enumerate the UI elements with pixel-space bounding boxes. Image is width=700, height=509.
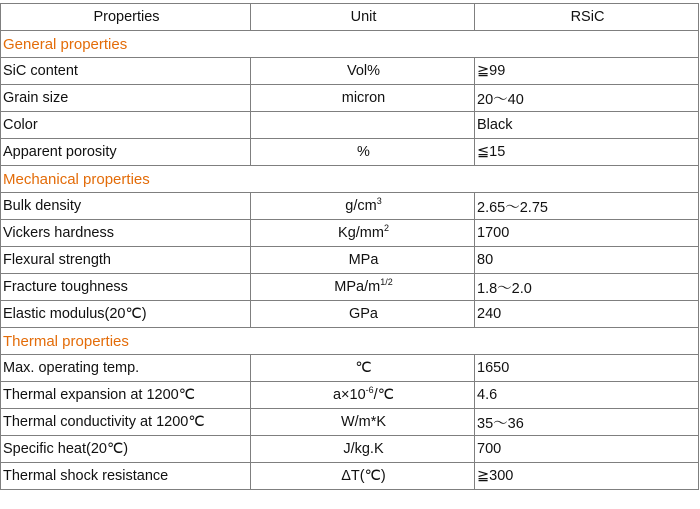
section-title: General properties	[1, 31, 699, 58]
property-value: 1.8～2.0	[475, 274, 699, 301]
property-value: 1700	[475, 220, 699, 247]
property-name: Grain size	[1, 85, 251, 112]
section-title: Mechanical properties	[1, 166, 699, 193]
unit-exponent: 1/2	[380, 277, 393, 287]
unit-base: MPa/m	[334, 279, 381, 295]
property-name: Thermal conductivity at 1200℃	[1, 409, 251, 436]
header-rsic: RSiC	[475, 4, 699, 31]
table-row	[1, 85, 699, 112]
property-value: 4.6	[475, 382, 699, 409]
property-unit: MPa	[251, 247, 475, 274]
property-value: 1650	[475, 355, 699, 382]
property-name: SiC content	[1, 58, 251, 85]
unit-exponent: 3	[376, 196, 382, 206]
header-unit: Unit	[251, 4, 475, 31]
property-unit: ΔT(℃)	[251, 463, 475, 490]
unit-base: a×10	[332, 387, 366, 403]
property-value: Black	[475, 112, 699, 139]
table-row	[1, 247, 699, 274]
property-unit	[251, 220, 475, 247]
property-unit: GPa	[251, 301, 475, 328]
table-row	[1, 220, 699, 247]
property-name: Apparent porosity	[1, 139, 251, 166]
property-value: ≧300	[475, 463, 699, 490]
property-name: Color	[1, 112, 251, 139]
section-mechanical	[1, 166, 699, 193]
property-name: Elastic modulus(20℃)	[1, 301, 251, 328]
property-value: 240	[475, 301, 699, 328]
property-value: 2.65～2.75	[475, 193, 699, 220]
property-name: Thermal shock resistance	[1, 463, 251, 490]
property-unit	[251, 382, 475, 409]
table-row	[1, 274, 699, 301]
unit-exponent: 2	[383, 223, 389, 233]
table-row	[1, 409, 699, 436]
table-row	[1, 58, 699, 85]
table-row	[1, 301, 699, 328]
property-name: Flexural strength	[1, 247, 251, 274]
table-row	[1, 139, 699, 166]
property-unit: %	[251, 139, 475, 166]
header-properties: Properties	[1, 4, 251, 31]
property-unit	[251, 112, 475, 139]
property-value: ≦15	[475, 139, 699, 166]
header-row	[1, 4, 699, 31]
property-name: Max. operating temp.	[1, 355, 251, 382]
table-row	[1, 463, 699, 490]
table-row	[1, 112, 699, 139]
unit-tail: /℃	[373, 387, 394, 403]
property-unit	[251, 274, 475, 301]
property-name: Fracture toughness	[1, 274, 251, 301]
property-value: 700	[475, 436, 699, 463]
properties-table	[0, 3, 699, 490]
property-unit	[251, 193, 475, 220]
table-row	[1, 355, 699, 382]
property-name: Thermal expansion at 1200℃	[1, 382, 251, 409]
property-unit: J/kg.K	[251, 436, 475, 463]
property-unit: micron	[251, 85, 475, 112]
table-row	[1, 382, 699, 409]
property-value: 80	[475, 247, 699, 274]
property-unit: ℃	[251, 355, 475, 382]
section-general	[1, 31, 699, 58]
property-name: Vickers hardness	[1, 220, 251, 247]
property-value: 35～36	[475, 409, 699, 436]
property-name: Specific heat(20℃)	[1, 436, 251, 463]
section-title: Thermal properties	[1, 328, 699, 355]
section-thermal	[1, 328, 699, 355]
property-value: ≧99	[475, 58, 699, 85]
unit-base: Kg/mm	[338, 225, 384, 241]
unit-base: g/cm	[345, 198, 377, 214]
unit-exponent: -6	[365, 385, 374, 395]
property-unit: Vol%	[251, 58, 475, 85]
property-value: 20～40	[475, 85, 699, 112]
property-name: Bulk density	[1, 193, 251, 220]
table-row	[1, 193, 699, 220]
table-row	[1, 436, 699, 463]
property-unit: W/m*K	[251, 409, 475, 436]
